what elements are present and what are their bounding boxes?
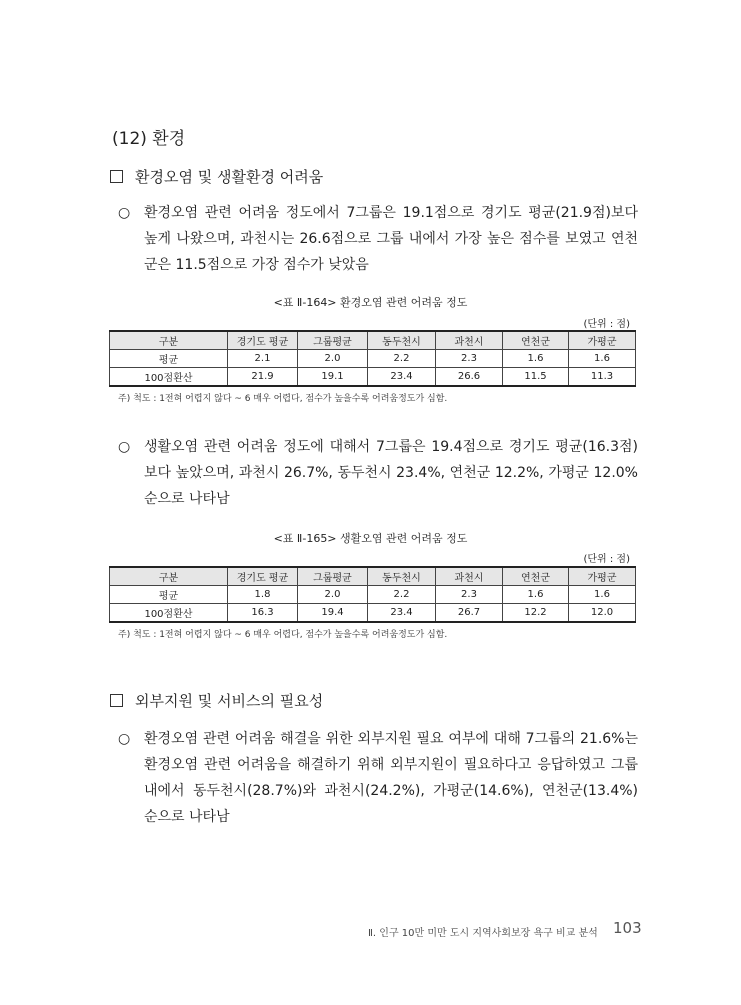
table2: [109, 566, 636, 623]
checkbox-square-icon: [110, 170, 123, 183]
circle-bullet-icon: ○: [118, 439, 131, 455]
table-cell: 26.7: [436, 604, 503, 623]
table-cell: 11.5: [503, 368, 569, 387]
paragraph-3-text: 환경오염 관련 어려움 해결을 위한 외부지원 필요 여부에 대해 7그룹의 21.6%는 환경오염 관련 어려움을 해결하기 위해 외부지원이 필요하다고 응답하였고 그룹 내에서 동두천시(28.7%)와 과천시(24.2%), 가평군(14.6%), 연천군(13.4%) 순으로 나타남: [144, 731, 638, 825]
paragraph-1-text: 환경오염 관련 어려움 정도에서 7그룹은 19.1점으로 경기도 평균(21.9점)보다 높게 나왔으며, 과천시는 26.6점으로 그룹 내에서 가장 높은 점수를 보였고 연천군은 11.5점으로 가장 점수가 낮았음: [144, 205, 638, 273]
table-cell: 12.0: [569, 604, 636, 623]
table1-note: 주) 척도 : 1전혀 어렵지 않다 ~ 6 매우 어렵다, 점수가 높을수록 어려움정도가 심함.: [118, 394, 448, 404]
heading-external-support-text: 외부지원 및 서비스의 필요성: [135, 692, 324, 710]
table-row: [110, 350, 636, 368]
header-cell: 그룹평균: [298, 331, 368, 350]
header-cell: 그룹평균: [298, 567, 368, 586]
table-cell: 19.4: [298, 604, 368, 623]
heading-pollution: [110, 166, 323, 187]
header-cell: 경기도 평균: [228, 331, 298, 350]
page-number: 103: [613, 919, 642, 937]
table-cell: 21.9: [228, 368, 298, 387]
page-footer: Ⅱ. 인구 10만 미만 도시 지역사회보장 욕구 비교 분석: [368, 928, 598, 939]
header-cell: 과천시: [436, 331, 503, 350]
table-cell: 12.2: [503, 604, 569, 623]
table-cell: 16.3: [228, 604, 298, 623]
table-cell: 1.6: [569, 586, 636, 604]
table-row: [110, 368, 636, 387]
table1-caption: <표 Ⅱ-164> 환경오염 관련 어려움 정도: [273, 296, 468, 309]
table-row: [110, 586, 636, 604]
table2-caption: <표 Ⅱ-165> 생활오염 관련 어려움 정도: [273, 532, 468, 545]
circle-bullet-icon: ○: [118, 205, 131, 221]
paragraph-3: [118, 726, 638, 830]
table1-unit: (단위 : 점): [583, 319, 630, 330]
paragraph-1: [118, 200, 638, 278]
table-cell: 26.6: [436, 368, 503, 387]
table-cell: 2.3: [436, 586, 503, 604]
table-row: [110, 604, 636, 623]
table2-note: 주) 척도 : 1전혀 어렵지 않다 ~ 6 매우 어렵다, 점수가 높을수록 어려움정도가 심함.: [118, 630, 448, 640]
header-cell: 연천군: [503, 331, 569, 350]
paragraph-2: [118, 434, 638, 512]
header-cell: 구분: [110, 331, 228, 350]
header-cell: 동두천시: [368, 331, 436, 350]
table-cell: 2.1: [228, 350, 298, 368]
table-cell: 평균: [110, 586, 228, 604]
header-cell: 구분: [110, 567, 228, 586]
header-cell: 가평군: [569, 567, 636, 586]
table-cell: 1.6: [503, 350, 569, 368]
table-cell: 11.3: [569, 368, 636, 387]
header-cell: 과천시: [436, 567, 503, 586]
header-cell: 동두천시: [368, 567, 436, 586]
header-cell: 연천군: [503, 567, 569, 586]
table-cell: 1.6: [503, 586, 569, 604]
table-cell: 1.8: [228, 586, 298, 604]
table-cell: 100점환산: [110, 368, 228, 387]
table1: [109, 330, 636, 387]
table-cell: 평균: [110, 350, 228, 368]
header-cell: 가평군: [569, 331, 636, 350]
heading-pollution-text: 환경오염 및 생활환경 어려움: [135, 168, 324, 186]
table-cell: 2.2: [368, 586, 436, 604]
table-cell: 2.0: [298, 350, 368, 368]
table-header-row: [110, 567, 636, 586]
table-cell: 23.4: [368, 368, 436, 387]
section-title: (12) 환경: [112, 129, 186, 149]
table-cell: 23.4: [368, 604, 436, 623]
table-header-row: [110, 331, 636, 350]
header-cell: 경기도 평균: [228, 567, 298, 586]
table2-unit: (단위 : 점): [583, 554, 630, 565]
circle-bullet-icon: ○: [118, 731, 131, 747]
paragraph-2-text: 생활오염 관련 어려움 정도에 대해서 7그룹은 19.4점으로 경기도 평균(16.3점)보다 높았으며, 과천시 26.7%, 동두천시 23.4%, 연천군 12.2%, 가평군 12.0% 순으로 나타남: [144, 439, 638, 507]
table-cell: 2.2: [368, 350, 436, 368]
heading-external-support: [110, 690, 323, 711]
table-cell: 19.1: [298, 368, 368, 387]
table-cell: 2.0: [298, 586, 368, 604]
checkbox-square-icon: [110, 694, 123, 707]
table-cell: 100점환산: [110, 604, 228, 623]
table-cell: 1.6: [569, 350, 636, 368]
table-cell: 2.3: [436, 350, 503, 368]
